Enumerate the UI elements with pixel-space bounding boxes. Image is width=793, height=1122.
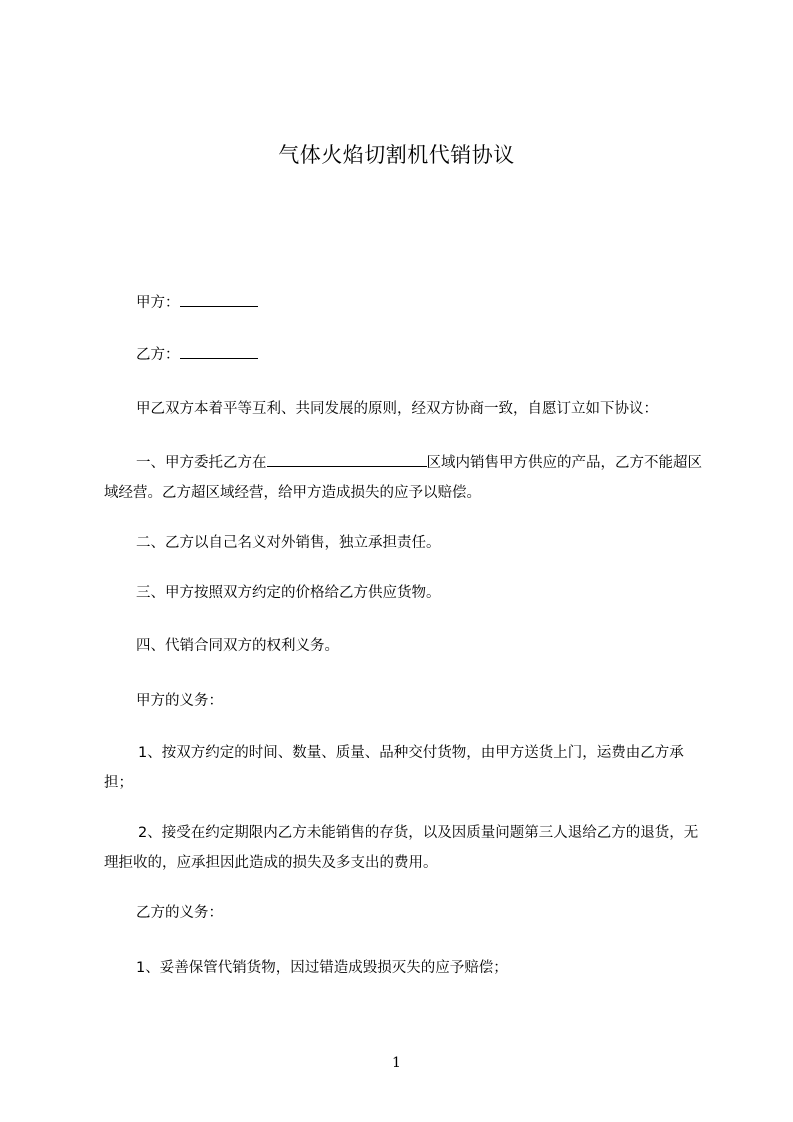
preamble: 甲乙双方本着平等互利、共同发展的原则，经双方协商一致，自愿订立如下协议：	[136, 401, 658, 417]
document-title: 气体火焰切割机代销协议	[278, 143, 515, 167]
party-b-line	[104, 340, 704, 370]
clause-3: 三、甲方按照双方约定的价格给乙方供应货物。	[136, 585, 441, 601]
party-a-duty-2: 2、接受在约定期限内乙方未能销售的存货，以及因质量问题第三人退给乙方的退货，无理拒收的，应承担因此造成的损失及多支出的费用。	[104, 825, 699, 871]
party-b-duties-heading: 乙方的义务：	[136, 905, 223, 921]
party-a-label: 甲方：	[136, 295, 180, 311]
clause-2: 二、乙方以自己名义对外销售，独立承担责任。	[136, 535, 441, 551]
party-a-duties-heading: 甲方的义务：	[136, 693, 223, 709]
page-number: 1	[392, 1055, 401, 1071]
clause-4: 四、代销合同双方的权利义务。	[136, 638, 339, 654]
clause-1-suffix: 区域内销售甲方供应的产品，乙方不能超区域经营。乙方超区域经营，给甲方造成损失的应予以赔偿。	[104, 455, 702, 501]
party-b-duty-1: 1、妥善保管代销货物，因过错造成毁损灭失的应予赔偿；	[136, 960, 508, 976]
clause-1-prefix: 一、甲方委托乙方在	[136, 455, 267, 471]
clause-1	[104, 448, 704, 508]
party-a-blank	[180, 292, 258, 307]
region-blank	[267, 452, 427, 467]
party-b-label: 乙方：	[136, 347, 180, 363]
party-a-line	[104, 288, 704, 318]
party-a-duty-1: 1、按双方约定的时间、数量、质量、品种交付货物，由甲方送货上门，运费由乙方承担；	[104, 745, 684, 791]
party-b-blank	[180, 344, 258, 359]
